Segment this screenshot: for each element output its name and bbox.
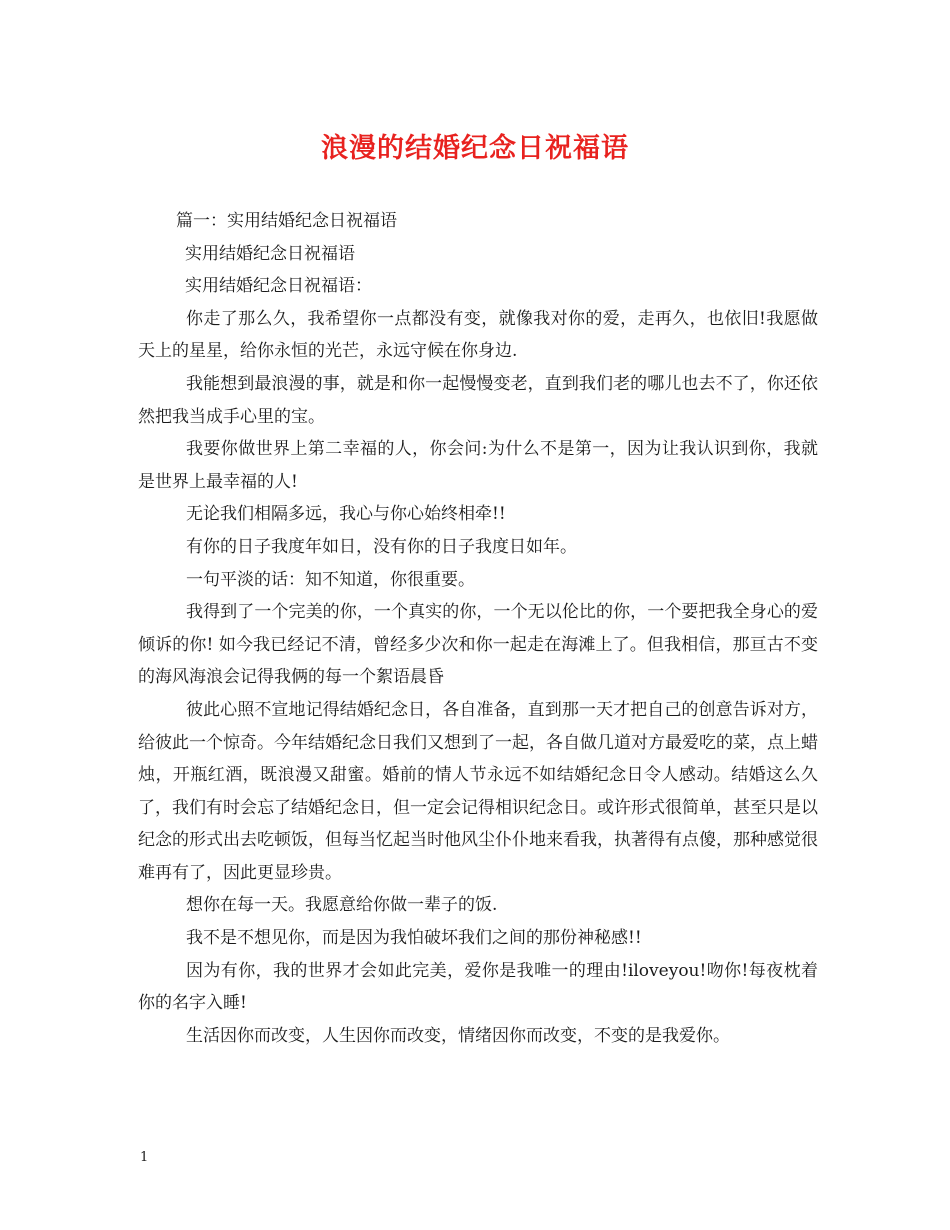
paragraph: 我要你做世界上第二幸福的人，你会问:为什么不是第一，因为让我认识到你，我就是世界上最幸福的人! (138, 439, 818, 492)
section-heading: 篇一：实用结婚纪念日祝福语 (176, 211, 397, 231)
document-body (138, 205, 818, 1052)
document-title: 浪漫的结婚纪念日祝福语 (321, 133, 629, 164)
paragraph: 无论我们相隔多远，我心与你心始终相牵!! (186, 504, 506, 525)
paragraph: 我不是不想见你，而是因为我怕破坏我们之间的那份神秘感!! (186, 928, 642, 949)
paragraph: 一句平淡的话：知不知道，你很重要。 (186, 569, 475, 590)
paragraph: 想你在每一天。我愿意给你做一辈子的饭. (186, 895, 498, 916)
paragraph: 因为有你，我的世界才会如此完美，爱你是我唯一的理由!iloveyou!吻你!每夜枕着你的名字入睡! (138, 960, 818, 1014)
paragraph: 生活因你而改变，人生因你而改变，情绪因你而改变，不变的是我爱你。 (186, 1025, 730, 1046)
subheading-intro: 实用结婚纪念日祝福语： (185, 276, 372, 297)
paragraph: 有你的日子我度年如日，没有你的日子我度日如年。 (186, 536, 577, 557)
paragraph: 我得到了一个完美的你，一个真实的你，一个无以伦比的你，一个要把我全身心的爱倾诉的你! 如今我已经记不清，曾经多少次和你一起走在海滩上了。但我相信，那亘古不变的海风海浪会记得我俩的每一个絮语晨昏 (138, 602, 818, 688)
paragraph: 我能想到最浪漫的事，就是和你一起慢慢变老，直到我们老的哪儿也去不了，你还依然把我当成手心里的宝。 (138, 373, 818, 427)
paragraph: 你走了那么久，我希望你一点都没有变，就像我对你的爱，走再久，也依旧!我愿做天上的星星，给你永恒的光芒，永远守候在你身边. (138, 308, 818, 362)
page-number: 1 (140, 1150, 149, 1165)
paragraph: 彼此心照不宣地记得结婚纪念日，各自准备，直到那一天才把自己的创意告诉对方，给彼此一个惊奇。今年结婚纪念日我们又想到了一起，各自做几道对方最爱吃的菜，点上蜡烛，开瓶红酒，既浪漫又甜蜜。婚前的情人节永远不如结婚纪念日令人感动。结婚这么久了，我们有时会忘了结婚纪念日，但一定会记得相识纪念日。或许形式很简单，甚至只是以纪念的形式出去吃顿饭，但每当忆起当时他风尘仆仆地来看我，执著得有点傻，那种感觉很难再有了，因此更显珍贵。 (138, 699, 818, 883)
subheading: 实用结婚纪念日祝福语 (185, 243, 355, 264)
